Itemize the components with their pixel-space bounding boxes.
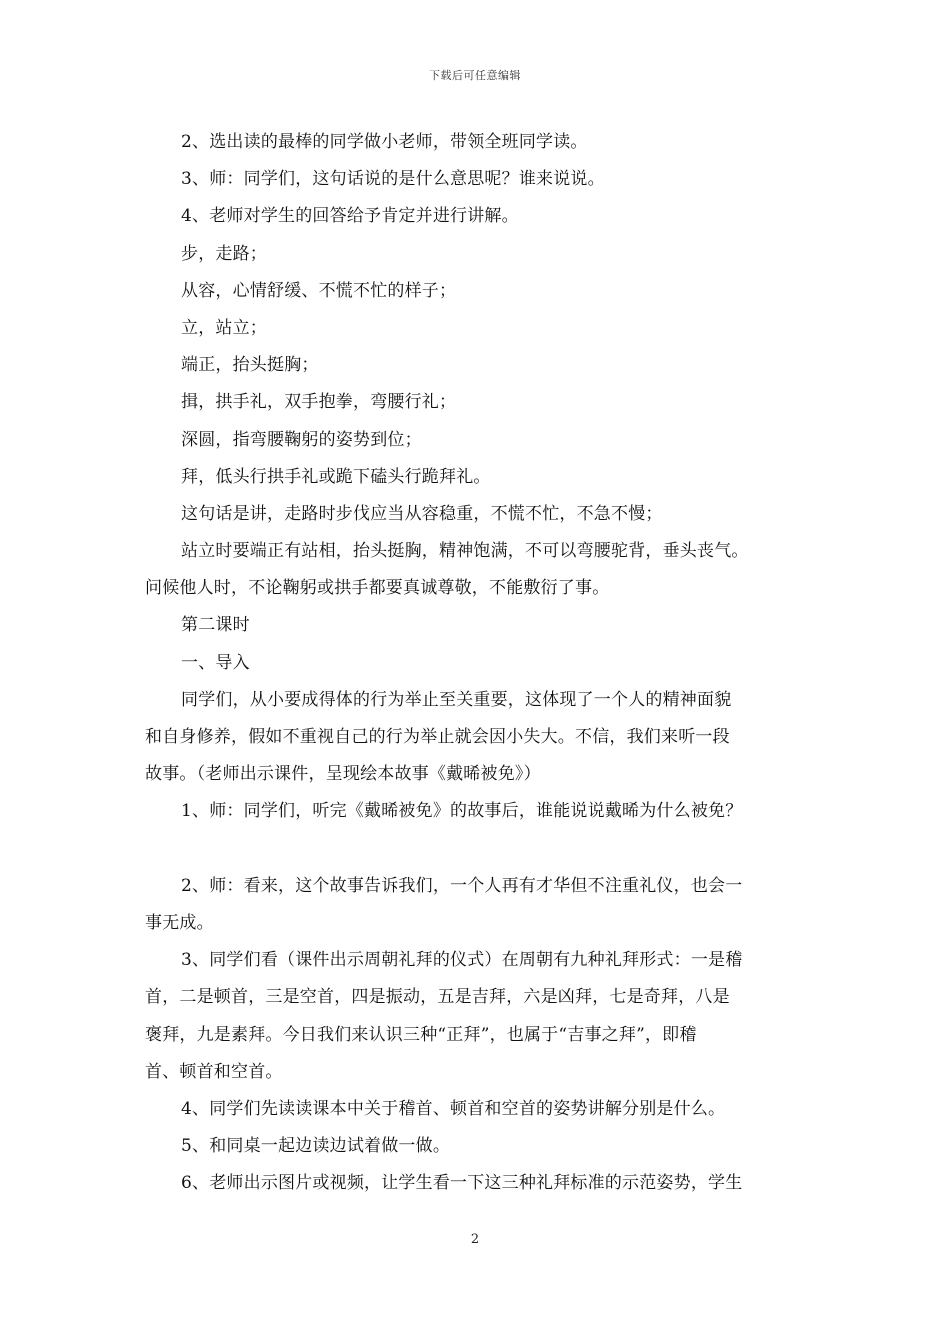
text-line: 问候他人时，不论鞠躬或拱手都要真诚尊敬，不能敷衍了事。: [145, 578, 610, 599]
text-line: 端正，抬头挺胸；: [181, 355, 319, 376]
text-line: 5、和同桌一起边读边试着做一做。: [181, 1136, 451, 1157]
text-line: 从容，心情舒缓、不慌不忙的样子；: [181, 280, 457, 301]
text-line: 站立时要端正有站相，抬头挺胸，精神饱满，不可以弯腰驼背，垂头丧气。: [181, 541, 749, 562]
text-line: 首、顿首和空首。: [145, 1061, 283, 1082]
text-line: 2、选出读的最棒的同学做小老师，带领全班同学读。: [181, 132, 588, 152]
text-line: 揖，拱手礼，双手抱拳，弯腰行礼；: [181, 392, 457, 413]
text-line: 6、老师出示图片或视频，让学生看一下这三种礼拜标准的示范姿势，学生: [181, 1173, 743, 1194]
text-line: 褒拜，九是素拜。今日我们来认识三种“正拜”，也属于“吉事之拜”，即稽: [145, 1024, 697, 1045]
text-line: 和自身修养，假如不重视自己的行为举止就会因小失大。不信，我们来听一段: [145, 727, 730, 747]
text-line: 同学们，从小要成得体的行为举止至关重要，这体现了一个人的精神面貌: [181, 689, 732, 710]
blank-line: [145, 831, 809, 868]
text-line: 3、同学们看（课件出示周朝礼拜的仪式）在周朝有九种礼拜形式：一是稽: [181, 950, 743, 971]
text-line: 故事。（老师出示课件，呈现绘本故事《戴晞被免》）: [145, 764, 541, 785]
page-header-note: 下载后可任意编辑: [429, 69, 521, 82]
text-line: 首，二是顿首，三是空首，四是振动，五是吉拜，六是凶拜，七是奇拜，八是: [145, 987, 730, 1008]
text-line: 事无成。: [145, 912, 214, 933]
subsection-heading: 一、导入: [181, 652, 250, 673]
text-line: 3、师：同学们，这句话说的是什么意思呢？谁来说说。: [181, 169, 605, 190]
text-line: 1、师：同学们，听完《戴晞被免》的故事后，谁能说说戴晞为什么被免？: [181, 801, 743, 822]
text-line: 4、同学们先读读课本中关于稽首、顿首和空首的姿势讲解分别是什么。: [181, 1098, 726, 1119]
section-heading: 第二课时: [181, 615, 250, 636]
text-line: 深圆，指弯腰鞠躬的姿势到位；: [181, 429, 422, 450]
text-line: 拜，低头行拱手礼或跪下磕头行跪拜礼。: [181, 466, 491, 487]
text-line: 立，站立；: [181, 317, 267, 338]
text-line: 4、老师对学生的回答给予肯定并进行讲解。: [181, 206, 519, 227]
document-body: [145, 124, 809, 1202]
text-line: 这句话是讲，走路时步伐应当从容稳重，不慌不忙，不急不慢；: [181, 503, 663, 524]
page-number: 2: [470, 1232, 480, 1247]
text-line: 步，走路；: [181, 243, 267, 264]
text-line: 2、师：看来，这个故事告诉我们，一个人再有才华但不注重礼仪，也会一: [181, 875, 743, 896]
